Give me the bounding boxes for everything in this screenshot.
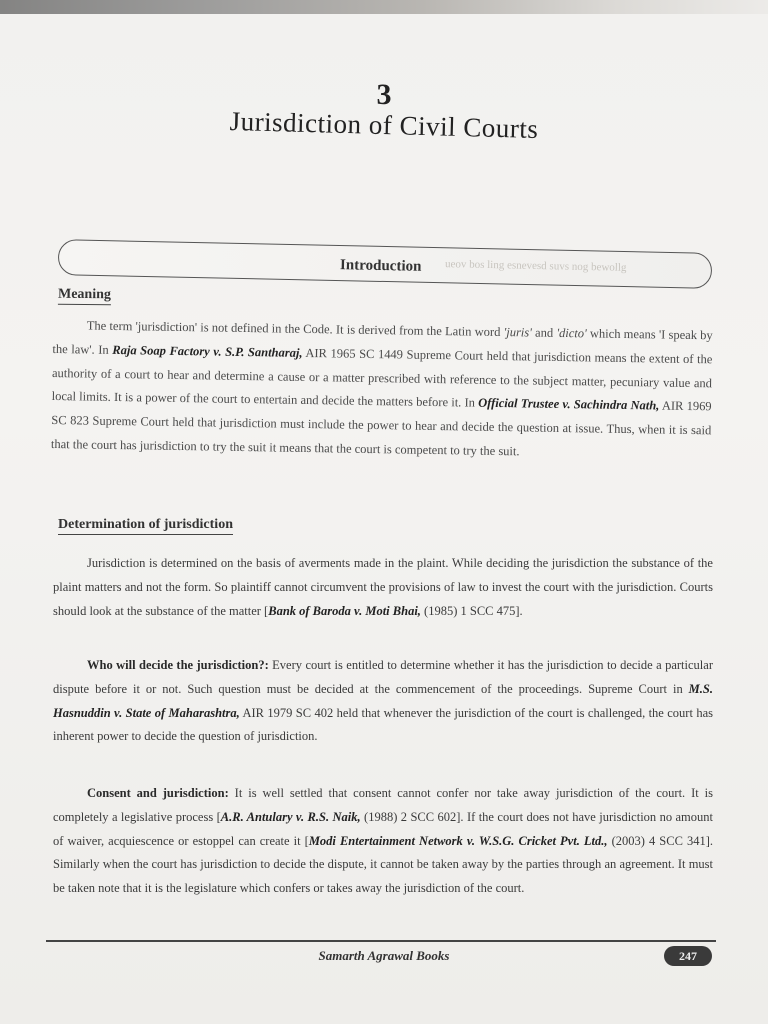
- paragraph-lead: Who will decide the jurisdiction?:: [87, 658, 269, 672]
- case-citation: Official Trustee v. Sachindra Nath,: [478, 396, 660, 413]
- paragraph-consent: Consent and jurisdiction: It is well settled that consent cannot confer nor take away jurisdiction of the court. It is completely a legislative process [A.R. Antulary v. R.S. Naik, (1988) 2 SCC 602]. If the court does not have jurisdiction no amount of waiver, acquiescence or estoppel can create it [Modi Entertainment Network v. W.S.G. Cricket Pvt. Ltd., (2003) 4 SCC 341]. Similarly when the court has jurisdiction to decide the dispute, it cannot be taken away by the parties through an agreement. It must be taken note that it is the legislature which confers or takes away the jurisdiction of the court.: [53, 786, 714, 896]
- paragraph-meaning: The term 'jurisdiction' is not defined in the Code. It is derived from the Latin word 'juris' and 'dicto' which means 'I speak by the law'. In Raja Soap Factory v. S.P. Santharaj, AIR 1965 SC 1449 Supreme Court held that jurisdiction means the extent of the authority of a court to hear and determine a cause or a matter prescribed with reference to the subject matter, pecuniary value and local limits. It is a power of the court to entertain and decide the matters before it. In Official Trustee v. Sachindra Nath, AIR 1969 SC 823 Supreme Court held that jurisdiction must include the power to hear and decide the question at issue. Thus, when it is said that the court has jurisdiction to try the suit it means that the court is competent to try the suit.: [50, 318, 713, 459]
- footer-publisher: Samarth Agrawal Books: [318, 948, 450, 963]
- case-citation: Bank of Baroda v. Moti Bhai,: [268, 603, 421, 618]
- case-citation: Modi Entertainment Network v. W.S.G. Cricket Pvt. Ltd.,: [308, 833, 608, 848]
- case-citation: A.R. Antulary v. R.S. Naik,: [220, 809, 361, 824]
- page-number-badge: 247: [664, 946, 712, 966]
- paragraph-determination: Jurisdiction is determined on the basis of averments made in the plaint. While deciding the jurisdiction the substance of the plaint matters and not the form. So plaintiff cannot circumvent the provisions of law to invest the court with the jurisdiction. Courts should look at the substance of the matter [Bank of Baroda v. Moti Bhai, (1985) 1 SCC 475].: [53, 556, 713, 618]
- footer-divider: [46, 940, 716, 942]
- latin-word-juris: 'juris': [503, 325, 533, 340]
- paragraph-who-decides: Who will decide the jurisdiction?: Every court is entitled to determine whether it has the jurisdiction to decide a particular dispute before it or not. Such question must be decided at the commencement of the proceedings. Supreme Court in M.S. Hasnuddin v. State of Maharashtra, AIR 1979 SC 402 held that whenever the jurisdiction of the court is challenged, the court has inherent power to decide the question of jurisdiction.: [53, 658, 713, 744]
- case-citation: Raja Soap Factory v. S.P. Santharaj,: [112, 342, 303, 360]
- introduction-label: Introduction: [339, 257, 422, 275]
- chapter-title: Jurisdiction of Civil Courts: [229, 105, 539, 145]
- case-citation: M.S. Hasnuddin v. State of Maharashtra,: [53, 681, 713, 720]
- heading-determination: Determination of jurisdiction: [58, 517, 233, 535]
- paragraph-lead: Consent and jurisdiction:: [87, 786, 229, 800]
- chapter-number: 3: [376, 78, 392, 111]
- page-edge-shadow: [0, 0, 768, 14]
- heading-meaning: Meaning: [58, 287, 111, 306]
- bleed-through-text: ueov bos ling esnevesd suvs nog bewollg: [444, 258, 627, 274]
- latin-word-dicto: 'dicto': [556, 325, 587, 341]
